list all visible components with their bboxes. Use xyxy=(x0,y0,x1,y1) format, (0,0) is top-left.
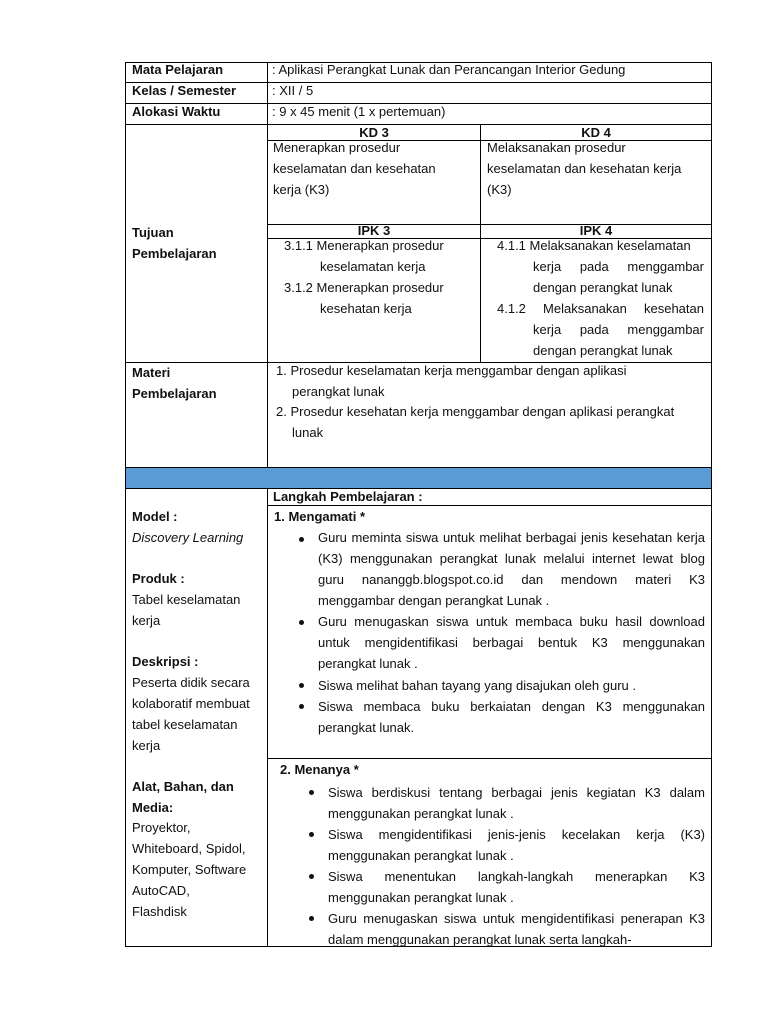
langkah-title: Langkah Pembelajaran : xyxy=(273,489,423,504)
alat-text: Komputer, Software xyxy=(132,862,247,877)
ipk4-text: dengan perangkat lunak xyxy=(533,280,673,295)
ipk3-text: kesehatan kerja xyxy=(320,301,412,316)
bullet-icon xyxy=(309,832,314,837)
kd4-header: KD 4 xyxy=(581,125,611,140)
materi-item: lunak xyxy=(292,425,324,440)
bullet-icon xyxy=(309,916,314,921)
materi-item: 2. Prosedur kesehatan kerja menggambar dengan aplikasi perangkat xyxy=(276,404,675,419)
alokasi-label: Alokasi Waktu xyxy=(132,104,221,119)
menanya-item: Guru menugaskan siswa untuk mengidentifikasi penerapan K3 dalam menggunakan perangkat lunak serta langkah- xyxy=(328,911,705,947)
kd4-text: Melaksanakan prosedur xyxy=(487,140,626,155)
kd3-text: keselamatan dan kesehatan xyxy=(273,161,436,176)
alokasi-value: : 9 x 45 menit (1 x pertemuan) xyxy=(272,104,446,119)
deskripsi-label: Deskripsi : xyxy=(132,654,199,669)
kd4-text: (K3) xyxy=(487,182,512,197)
deskripsi-text: kerja xyxy=(132,738,161,753)
bullet-icon xyxy=(299,704,304,709)
alat-text: Whiteboard, Spidol, xyxy=(132,841,246,856)
table-border xyxy=(267,505,712,506)
mengamati-item: Guru menugaskan siswa untuk membaca buku hasil download untuk mengidentifikasi berbagai bentuk K3 menggunakan perangkat lunak . xyxy=(318,614,705,671)
menanya-item: Siswa menentukan langkah-langkah menerapkan K3 menggunakan perangkat lunak . xyxy=(328,869,705,905)
ipk3-text: 3.1.2 Menerapkan prosedur xyxy=(284,280,444,295)
ipk4-text: dengan perangkat lunak xyxy=(533,343,673,358)
table-border xyxy=(267,62,268,467)
table-border xyxy=(125,62,126,947)
kelas-value: : XII / 5 xyxy=(272,83,314,98)
model-value: Discovery Learning xyxy=(132,530,244,545)
table-border xyxy=(480,124,481,362)
mengamati-item: Guru meminta siswa untuk melihat berbagai jenis kesehatan kerja (K3) menggunakan perangkat lunak melalui internet lewat blog guru nananggb.blogspot.co.id dan mendown materi K3 menggambar dengan perangkat Lunak . xyxy=(318,530,705,608)
produk-text: Tabel keselamatan xyxy=(132,592,241,607)
kd3-text: kerja (K3) xyxy=(273,182,330,197)
tujuan-label: Tujuan xyxy=(132,225,174,240)
bullet-icon xyxy=(309,790,314,795)
ipk4-text: kerja pada menggambar xyxy=(533,322,704,337)
produk-text: kerja xyxy=(132,613,161,628)
alat-label: Alat, Bahan, dan xyxy=(132,779,234,794)
ipk3-header: IPK 3 xyxy=(357,223,391,238)
mengamati-item: Siswa membaca buku berkaiatan dengan K3 menggunakan perangkat lunak. xyxy=(318,699,705,735)
mata-pelajaran-label: Mata Pelajaran xyxy=(132,62,224,77)
materi-label: Materi xyxy=(132,365,171,380)
ipk4-header: IPK 4 xyxy=(579,223,613,238)
deskripsi-text: kolaboratif membuat xyxy=(132,696,250,711)
mengamati-item: Siswa melihat bahan tayang yang disajukan oleh guru . xyxy=(318,678,636,693)
deskripsi-text: tabel keselamatan xyxy=(132,717,238,732)
bullet-icon xyxy=(309,874,314,879)
section-divider-bar xyxy=(126,468,711,488)
materi-label: Pembelajaran xyxy=(132,386,217,401)
tujuan-label: Pembelajaran xyxy=(132,246,217,261)
menanya-item: Siswa berdiskusi tentang berbagai jenis kegiatan K3 dalam menggunakan perangkat lunak . xyxy=(328,785,705,821)
bullet-icon xyxy=(299,537,304,542)
ipk3-text: 3.1.1 Menerapkan prosedur xyxy=(284,238,444,253)
deskripsi-text: Peserta didik secara xyxy=(132,675,250,690)
produk-label: Produk : xyxy=(132,571,185,586)
bullet-icon xyxy=(299,683,304,688)
menanya-title: 2. Menanya * xyxy=(280,762,359,777)
mata-pelajaran-value: : Aplikasi Perangkat Lunak dan Perancangan Interior Gedung xyxy=(272,62,626,77)
kd3-text: Menerapkan prosedur xyxy=(273,140,401,155)
kelas-label: Kelas / Semester xyxy=(132,83,237,98)
materi-item: perangkat lunak xyxy=(292,384,385,399)
ipk4-text: kerja pada menggambar xyxy=(533,259,704,274)
alat-text: Flashdisk xyxy=(132,904,187,919)
menanya-item: Siswa mengidentifikasi jenis-jenis kecelakan kerja (K3) menggunakan perangkat lunak . xyxy=(328,827,705,863)
alat-text: AutoCAD, xyxy=(132,883,190,898)
ipk3-text: keselamatan kerja xyxy=(320,259,426,274)
alat-label: Media: xyxy=(132,800,174,815)
bullet-icon xyxy=(299,620,304,625)
alat-text: Proyektor, xyxy=(132,820,191,835)
kd3-header: KD 3 xyxy=(359,125,389,140)
materi-item: 1. Prosedur keselamatan kerja menggambar dengan aplikasi xyxy=(276,363,627,378)
table-border xyxy=(711,62,712,947)
kd4-text: keselamatan dan kesehatan kerja xyxy=(487,161,682,176)
table-border xyxy=(267,758,712,759)
ipk4-text: 4.1.2 Melaksanakan kesehatan xyxy=(497,301,704,316)
model-label: Model : xyxy=(132,509,178,524)
table-border xyxy=(267,488,268,947)
mengamati-title: 1. Mengamati * xyxy=(274,509,366,524)
ipk4-text: 4.1.1 Melaksanakan keselamatan xyxy=(497,238,691,253)
